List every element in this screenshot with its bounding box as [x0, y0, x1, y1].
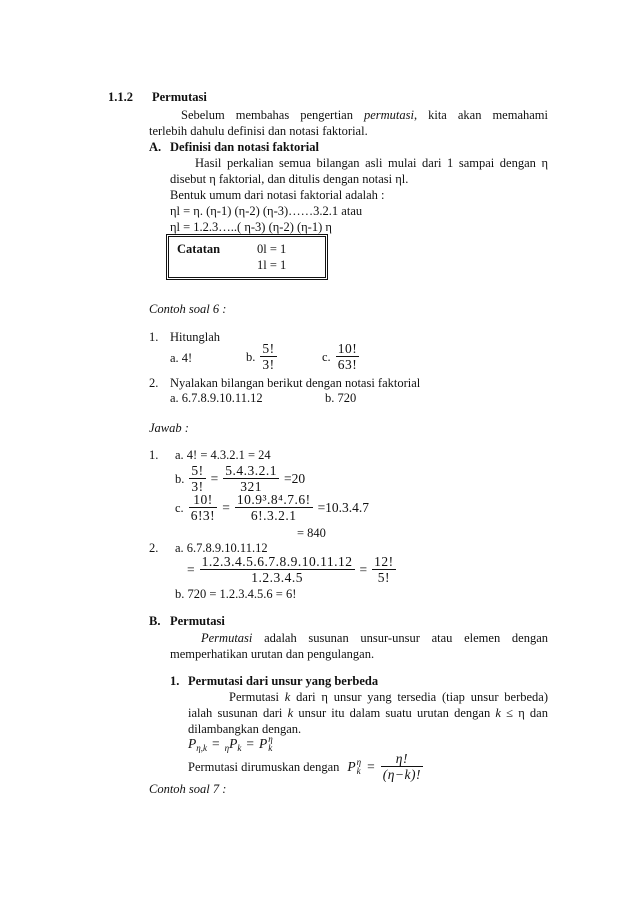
fraction [189, 492, 218, 523]
fraction-denominator: 3! [262, 357, 275, 372]
fraction [189, 463, 205, 494]
intro-line-1 [181, 107, 548, 123]
intro-text: , kita akan memahami [413, 108, 548, 122]
part-a-line-3: Bentuk umum dari notasi faktorial adalah : [170, 188, 385, 202]
fraction-denominator: 63! [337, 357, 358, 372]
equals-sign: = [246, 736, 254, 751]
notation-subscript: k [237, 743, 242, 753]
answer-2-number: 2. [149, 541, 159, 555]
subsection-1-line-2 [188, 705, 548, 721]
question-1b-label: b. [246, 349, 256, 364]
note-label: Catatan [177, 242, 221, 256]
notation-term-1 [188, 736, 207, 752]
fraction-denominator: (η−k)! [382, 767, 422, 782]
part-b-text: adalah susunan unsur-unsur atau elemen dengan [252, 631, 548, 645]
part-b-label: B. [149, 614, 161, 628]
equals-sign: = [211, 736, 220, 751]
fraction-denominator: 5! [377, 570, 390, 585]
note-line-2: 1l = 1 [257, 258, 287, 272]
subsection-text: ≤ η dan [500, 706, 548, 720]
part-b-line-2: memperhatikan urutan dan pengulangan. [170, 647, 375, 661]
notation-p: P [258, 736, 268, 751]
question-2-number: 2. [149, 376, 159, 390]
fraction-numerator: 10.9³.8⁴.7.6! [236, 492, 311, 507]
permutation-formula [188, 751, 423, 782]
question-2a: a. 6.7.8.9.10.11.12 [170, 391, 263, 405]
subsection-1-number: 1. [170, 674, 180, 688]
subsection-1-title: Permutasi dari unsur yang berbeda [188, 674, 379, 688]
variable-k: k [284, 690, 291, 704]
formula-subscript: k [356, 765, 361, 776]
fraction [260, 341, 276, 372]
fraction-numerator: 10! [337, 341, 358, 356]
fraction [200, 554, 355, 585]
question-2b: b. 720 [325, 391, 357, 405]
notation-term-2 [225, 736, 242, 752]
intro-line-2: terlebih dahulu definisi dan notasi faktorial. [149, 124, 368, 138]
question-1-text: Hitunglah [170, 330, 220, 344]
answer-1c-result: =10.3.4.7 [317, 499, 370, 515]
fraction-numerator: 5! [262, 341, 275, 356]
answer-1-number: 1. [149, 448, 159, 462]
part-a-label: A. [149, 140, 162, 154]
note-line-1: 0l = 1 [257, 242, 287, 256]
answer-1b-result: =20 [284, 470, 306, 486]
question-1c [322, 341, 359, 372]
variable-k: k [495, 706, 501, 720]
fraction-numerator: 5.4.3.2.1 [225, 463, 277, 478]
notation-presubscript: η [224, 743, 230, 753]
fraction-denominator: 3! [191, 479, 204, 494]
answer-1c-label: c. [175, 500, 184, 515]
part-a-formula-1: ηl = η. (η-1) (η-2) (η-3)……3.2.1 atau [170, 204, 363, 218]
answer-2b: b. 720 = 1.2.3.4.5.6 = 6! [175, 587, 297, 601]
notation-subscript: k [268, 743, 273, 753]
part-a-formula-2: ηl = 1.2.3…..( η-3) (η-2) (η-1) η [170, 220, 332, 234]
section-title: Permutasi [152, 90, 207, 104]
subsection-text: Permutasi [229, 690, 285, 704]
fraction-numerator: 1.2.3.4.5.6.7.8.9.10.11.12 [201, 554, 353, 569]
equals-sign: = [359, 561, 368, 577]
fraction [336, 341, 360, 372]
formula-p: P [347, 758, 356, 774]
fraction-numerator: 10! [189, 492, 218, 508]
answer-1c [175, 492, 369, 523]
variable-k: k [287, 706, 294, 720]
intro-text: Sebelum membahas pengertian [181, 108, 364, 122]
subsection-text: dari η unsur yang tersedia (tiap unsur berbeda) [290, 690, 548, 704]
fraction-denominator: 6!3! [190, 508, 216, 523]
notation-subscript: η,k [196, 743, 207, 753]
formula-lhs [347, 758, 361, 776]
answer-1a: a. 4! = 4.3.2.1 = 24 [175, 448, 271, 462]
part-a-title: Definisi dan notasi faktorial [170, 140, 319, 154]
fraction [381, 751, 423, 782]
answer-2a: a. 6.7.8.9.10.11.12 [175, 541, 268, 555]
answer-1b [175, 463, 305, 494]
notation-superscript: η [268, 734, 273, 744]
part-b-emphasis: Permutasi [201, 631, 253, 645]
notation-p: P [188, 736, 197, 751]
subsection-1-line-1 [229, 689, 548, 705]
part-a-line-1: Hasil perkalian semua bilangan asli mulai dari 1 sampai dengan η [195, 156, 548, 170]
part-b-line-1 [201, 630, 548, 646]
section-number: 1.1.2 [108, 90, 133, 104]
subsection-1-line-3: dilambangkan dengan. [188, 722, 302, 736]
equals-sign: = [187, 561, 195, 577]
answer-1b-label: b. [175, 471, 185, 486]
answer-title: Jawab : [149, 421, 189, 435]
intro-emphasis: permutasi [363, 108, 414, 122]
subsection-text: unsur itu dalam suatu urutan dengan [293, 706, 496, 720]
part-a-line-2: disebut η faktorial, dan ditulis dengan notasi ηl. [170, 172, 409, 186]
formula-superscript: η [356, 756, 362, 767]
fraction [235, 492, 313, 523]
fraction-numerator: 12! [374, 554, 394, 569]
equals-sign: = [367, 758, 375, 774]
question-2-text: Nyalakan bilangan berikut dengan notasi faktorial [170, 376, 421, 390]
formula-script-stack [357, 758, 361, 776]
example-6-title: Contoh soal 6 : [149, 302, 227, 316]
answer-2a-working [187, 554, 396, 585]
formula-intro: Permutasi dirumuskan dengan [188, 759, 340, 774]
equals-sign: = [210, 470, 219, 486]
fraction-denominator: 1.2.3.4.5 [251, 570, 303, 585]
question-1c-label: c. [322, 349, 331, 364]
fraction-numerator: 5! [191, 463, 204, 478]
question-1b [246, 341, 277, 372]
subsection-text: ialah susunan dari [188, 706, 288, 720]
fraction [372, 554, 396, 585]
question-1a: a. 4! [170, 351, 193, 365]
example-7-title: Contoh soal 7 : [149, 782, 227, 796]
part-b-title: Permutasi [170, 614, 225, 628]
fraction-numerator: η! [381, 751, 423, 767]
fraction-denominator: 321 [240, 479, 262, 494]
fraction-denominator: 6!.3.2.1 [250, 508, 297, 523]
fraction [223, 463, 279, 494]
answer-1c-total: = 840 [297, 526, 326, 540]
notation-p: P [229, 736, 238, 751]
equals-sign: = [222, 499, 230, 515]
question-1-number: 1. [149, 330, 159, 344]
